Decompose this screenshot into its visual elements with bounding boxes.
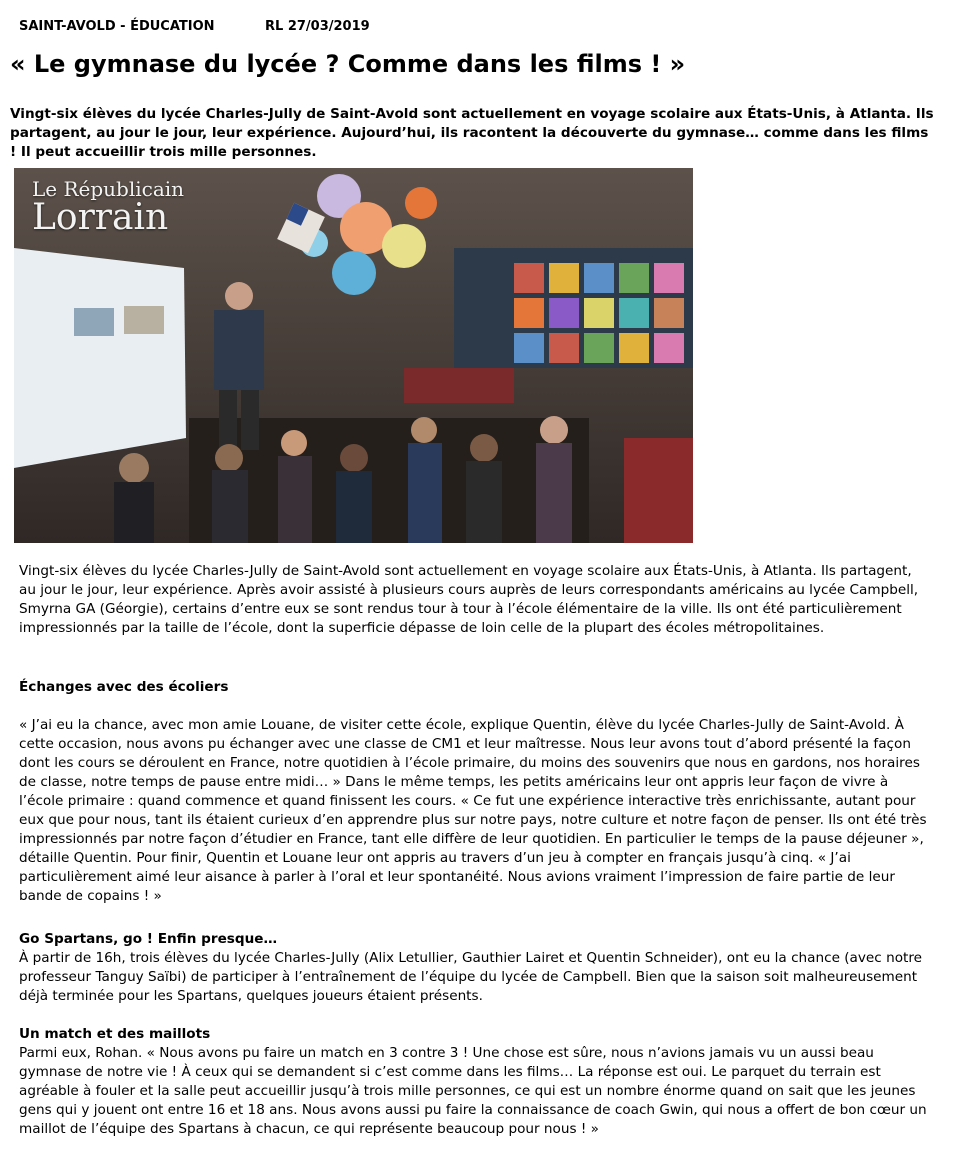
section-3-paragraph: Parmi eux, Rohan. « Nous avons pu faire un match en 3 contre 3 ! Une chose est sûre, nous n’avions jamais vu un aussi beau gymnase de notre vie ! À ceux qui se demandent si c’est comme dans les films… La réponse est oui. Le parquet du terrain est agréable à fouler et la salle peut accueillir jusqu’à trois mille personnes, ce qui est un nombre énorme quand on sait que les jeunes gens qui y jouent ont entre 16 et 18 ans. Nous avons aussi pu faire la connaissance de coach Gwin, qui nous a offert de bon cœur un maillot de l’équipe des Spartans à chacun, ce qui représente beaucoup pour nous ! » (19, 1045, 927, 1137)
section-2-paragraph: À partir de 16h, trois élèves du lycée Charles-Jully (Alix Letullier, Gauthier Lairet et Quentin Schneider), ont eu la chance (avec notre professeur Tanguy Saïbi) de participer à l’entraînement de l’équipe du lycée de Campbell. Bien que la saison soit malheureusement déjà terminée pour les Spartans, quelques joueurs étaient présents. (19, 950, 923, 1004)
publication-date: RL 27/03/2019 (265, 19, 370, 34)
projected-image (74, 308, 114, 336)
article-lede: Vingt-six élèves du lycée Charles-Jully de Saint-Avold sont actuellement en voyage scolaire aux États-Unis, à Atlanta. Ils partagent, au jour le jour, leur expérience. Aujourd’hui, ils racontent la découverte du gymnase… comme dans les films ! Il peut accueillir trois mille personnes. (10, 106, 934, 160)
projected-image (124, 306, 164, 334)
section-3-heading: Un match et des maillots (19, 1026, 211, 1042)
article-title: « Le gymnase du lycée ? Comme dans les films ! » (10, 50, 686, 78)
section-1-paragraph: « J’ai eu la chance, avec mon amie Louane, de visiter cette école, explique Quentin, élève du lycée Charles-Jully de Saint-Avold. À cette occasion, nous avons pu échanger avec une classe de CM1 et leur maîtresse. Nous leur avons tout d’abord présenté la façon dont les cours se déroulent en France, notre quotidien à l’école primaire, du moins des souvenirs que nous en gardons, nos horaires de classe, notre temps de pause entre midi… » Dans le même temps, les petits américains leur ont appris leur façon de vivre à l’école primaire : quand commence et quand finissent les cours. « Ce fut une expérience interactive très enrichissante, autant pour eux que pour nous, tant ils étaient curieux d’en apprendre plus sur notre pays, notre culture et notre façon de penser. Ils ont été très impressionnés par notre façon d’étudier en France, tant elle diffère de leur quotidien. En particulier le temps de la pause déjeuner », détaille Quentin. Pour finir, Quentin et Louane leur ont appris au travers d’un jeu à compter en français jusqu’à cinq. « J’ai particulièrement aimé leur aisance à parler à l’oral et leur spontanéité. Nous avions vraiment l’impression de faire partie de leur bande de copains ! » (19, 717, 927, 904)
newspaper-watermark-top: Le Républicain (32, 177, 185, 201)
article-intro (19, 562, 929, 638)
projection-screen (14, 248, 186, 468)
section-label: SAINT-AVOLD - ÉDUCATION (19, 19, 215, 34)
article-header (19, 19, 370, 34)
student-artworks (514, 263, 684, 363)
intro-paragraph: Vingt-six élèves du lycée Charles-Jully de Saint-Avold sont actuellement en voyage scolaire aux États-Unis, à Atlanta. Ils partagent, au jour le jour, leur expérience. Après avoir assisté à plusieurs cours auprès de leurs correspondants américains au lycée Campbell, Smyrna GA (Géorgie), certains d’entre eux se sont rendus tour à tour à l’école élémentaire de la ville. Ils ont été particulièrement impressionnés par la taille de l’école, dont la superficie dépasse de loin celle de la plupart des écoles métropolitaines. (19, 563, 919, 636)
section-2 (19, 930, 929, 1006)
billiard-table (404, 368, 514, 403)
newspaper-watermark-bottom: Lorrain (32, 197, 169, 238)
section-1-body (19, 716, 929, 906)
section-2-heading: Go Spartans, go ! Enfin presque… (19, 931, 278, 947)
section-1-heading: Échanges avec des écoliers (19, 679, 229, 695)
red-chair (624, 438, 693, 543)
section-3 (19, 1025, 929, 1139)
article-photo (14, 168, 693, 543)
